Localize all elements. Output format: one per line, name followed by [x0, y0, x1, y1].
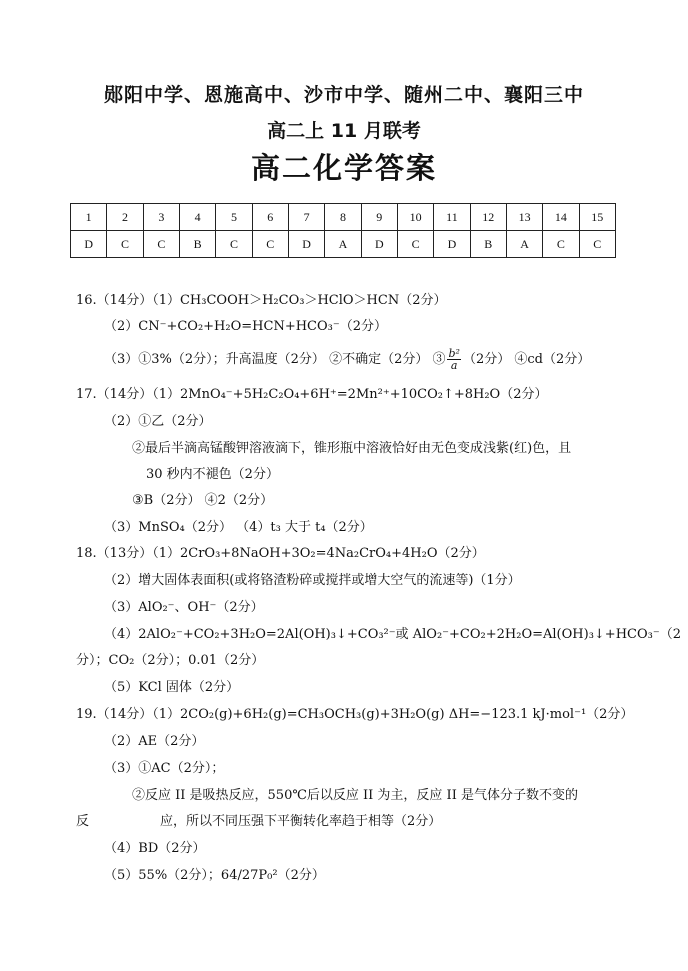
- answer-choice-row: [71, 231, 616, 258]
- question-number-cell: 7: [288, 204, 324, 231]
- question-number-row: [71, 204, 616, 231]
- q19-part5-answer: （5）55%（2分）；64/27P₀²（2分）: [104, 868, 325, 883]
- question-number-cell: 14: [543, 204, 579, 231]
- q18-part4-answer-cont: 分）；CO₂（2分）；0.01（2分）: [76, 653, 265, 668]
- question-number-cell: 8: [325, 204, 361, 231]
- q17-part2-explanation-cont: 30 秒内不褪色（2分）: [146, 467, 279, 482]
- answer-choice-cell: A: [506, 231, 542, 258]
- q18-part5-answer: （5）KCl 固体（2分）: [104, 680, 240, 695]
- question-number-cell: 6: [252, 204, 288, 231]
- q18-part4-answer: （4）2AlO₂⁻+CO₂+3H₂O=2Al(OH)₃↓+CO₃²⁻或 AlO₂⁻+CO₂+2H₂O=Al(OH)₃↓+HCO₃⁻（2: [104, 627, 681, 642]
- q16-part2-answer: （2）CN⁻+CO₂+H₂O=HCN+HCO₃⁻（2分）: [104, 319, 387, 334]
- exam-name-heading: 高二上 11 月联考: [267, 120, 421, 142]
- q18-part3-answer: （3）AlO₂⁻、OH⁻（2分）: [104, 600, 264, 615]
- answer-choice-cell: C: [252, 231, 288, 258]
- answer-choice-cell: C: [543, 231, 579, 258]
- question-number-cell: 13: [506, 204, 542, 231]
- question-number-cell: 5: [216, 204, 252, 231]
- question-number-cell: 3: [143, 204, 179, 231]
- q17-part2-subanswers: ③B（2分） ④2（2分）: [132, 493, 274, 508]
- q19-part3-explanation-start: 反: [76, 814, 90, 829]
- question-number-cell: 2: [107, 204, 143, 231]
- question-number-cell: 15: [579, 204, 615, 231]
- q19-part4-answer: （4）BD（2分）: [104, 841, 206, 856]
- answer-choice-cell: C: [143, 231, 179, 258]
- q16-part3-text-end: （2分） ④cd（2分）: [462, 352, 591, 367]
- exam-schools-heading: 郧阳中学、恩施高中、沙市中学、随州二中、襄阳三中: [103, 84, 584, 106]
- answer-choice-cell: C: [579, 231, 615, 258]
- fraction-denominator: a: [450, 359, 458, 372]
- question-number-cell: 11: [434, 204, 470, 231]
- fraction-numerator: b²: [448, 347, 460, 360]
- question-number-cell: 1: [71, 204, 107, 231]
- q16-part1-answer: 16.（14分）（1）CH₃COOH＞H₂CO₃＞HClO＞HCN（2分）: [76, 293, 447, 308]
- q16-part3-answer: [104, 348, 590, 371]
- answer-choice-cell: A: [325, 231, 361, 258]
- question-number-cell: 4: [179, 204, 215, 231]
- q17-part2-answer: （2）①乙（2分）: [104, 414, 212, 429]
- q19-part3-explanation-cont: 应，所以不同压强下平衡转化率趋于相等（2分）: [160, 814, 442, 829]
- q17-part1-answer: 17.（14分）（1）2MnO₄⁻+5H₂C₂O₄+6H⁺=2Mn²⁺+10CO₂↑+8H₂O（2分）: [76, 387, 548, 402]
- question-number-cell: 12: [470, 204, 506, 231]
- question-number-cell: 9: [361, 204, 397, 231]
- answer-key-table: [70, 203, 616, 258]
- answer-choice-cell: B: [470, 231, 506, 258]
- answer-choice-cell: D: [361, 231, 397, 258]
- answer-choice-cell: D: [288, 231, 324, 258]
- q19-part1-answer: 19.（14分）（1）2CO₂(g)+6H₂(g)=CH₃OCH₃(g)+3H₂O(g) ΔH=−123.1 kJ·mol⁻¹（2分）: [76, 707, 634, 722]
- answer-choice-cell: C: [216, 231, 252, 258]
- answer-choice-cell: B: [179, 231, 215, 258]
- question-number-cell: 10: [397, 204, 433, 231]
- q18-part1-answer: 18.（13分）（1）2CrO₃+8NaOH+3O₂=4Na₂CrO₄+4H₂O（2分）: [76, 546, 485, 561]
- q19-part2-answer: （2）AE（2分）: [104, 734, 205, 749]
- answer-choice-cell: D: [71, 231, 107, 258]
- answer-choice-cell: C: [397, 231, 433, 258]
- answer-choice-cell: C: [107, 231, 143, 258]
- page-title: 高二化学答案: [250, 151, 437, 185]
- q17-part2-explanation: ②最后半滴高锰酸钾溶液滴下，锥形瓶中溶液恰好由无色变成浅紫(红)色，且: [132, 441, 572, 456]
- q16-part3-text: （3）①3%（2分）；升高温度（2分） ②不确定（2分） ③: [104, 352, 446, 367]
- q19-part3-explanation: ②反应 II 是吸热反应，550℃后以反应 II 为主，反应 II 是气体分子数不变的: [132, 788, 578, 803]
- q18-part2-answer: （2）增大固体表面积(或将铬渣粉碎或搅拌或增大空气的流速等)（1分）: [104, 573, 521, 588]
- q17-part3-4-answer: （3）MnSO₄（2分） （4）t₃ 大于 t₄（2分）: [104, 520, 373, 535]
- b-squared-over-a-fraction: [447, 348, 460, 371]
- q19-part3-answer: （3）①AC（2分）；: [104, 761, 225, 776]
- answer-choice-cell: D: [434, 231, 470, 258]
